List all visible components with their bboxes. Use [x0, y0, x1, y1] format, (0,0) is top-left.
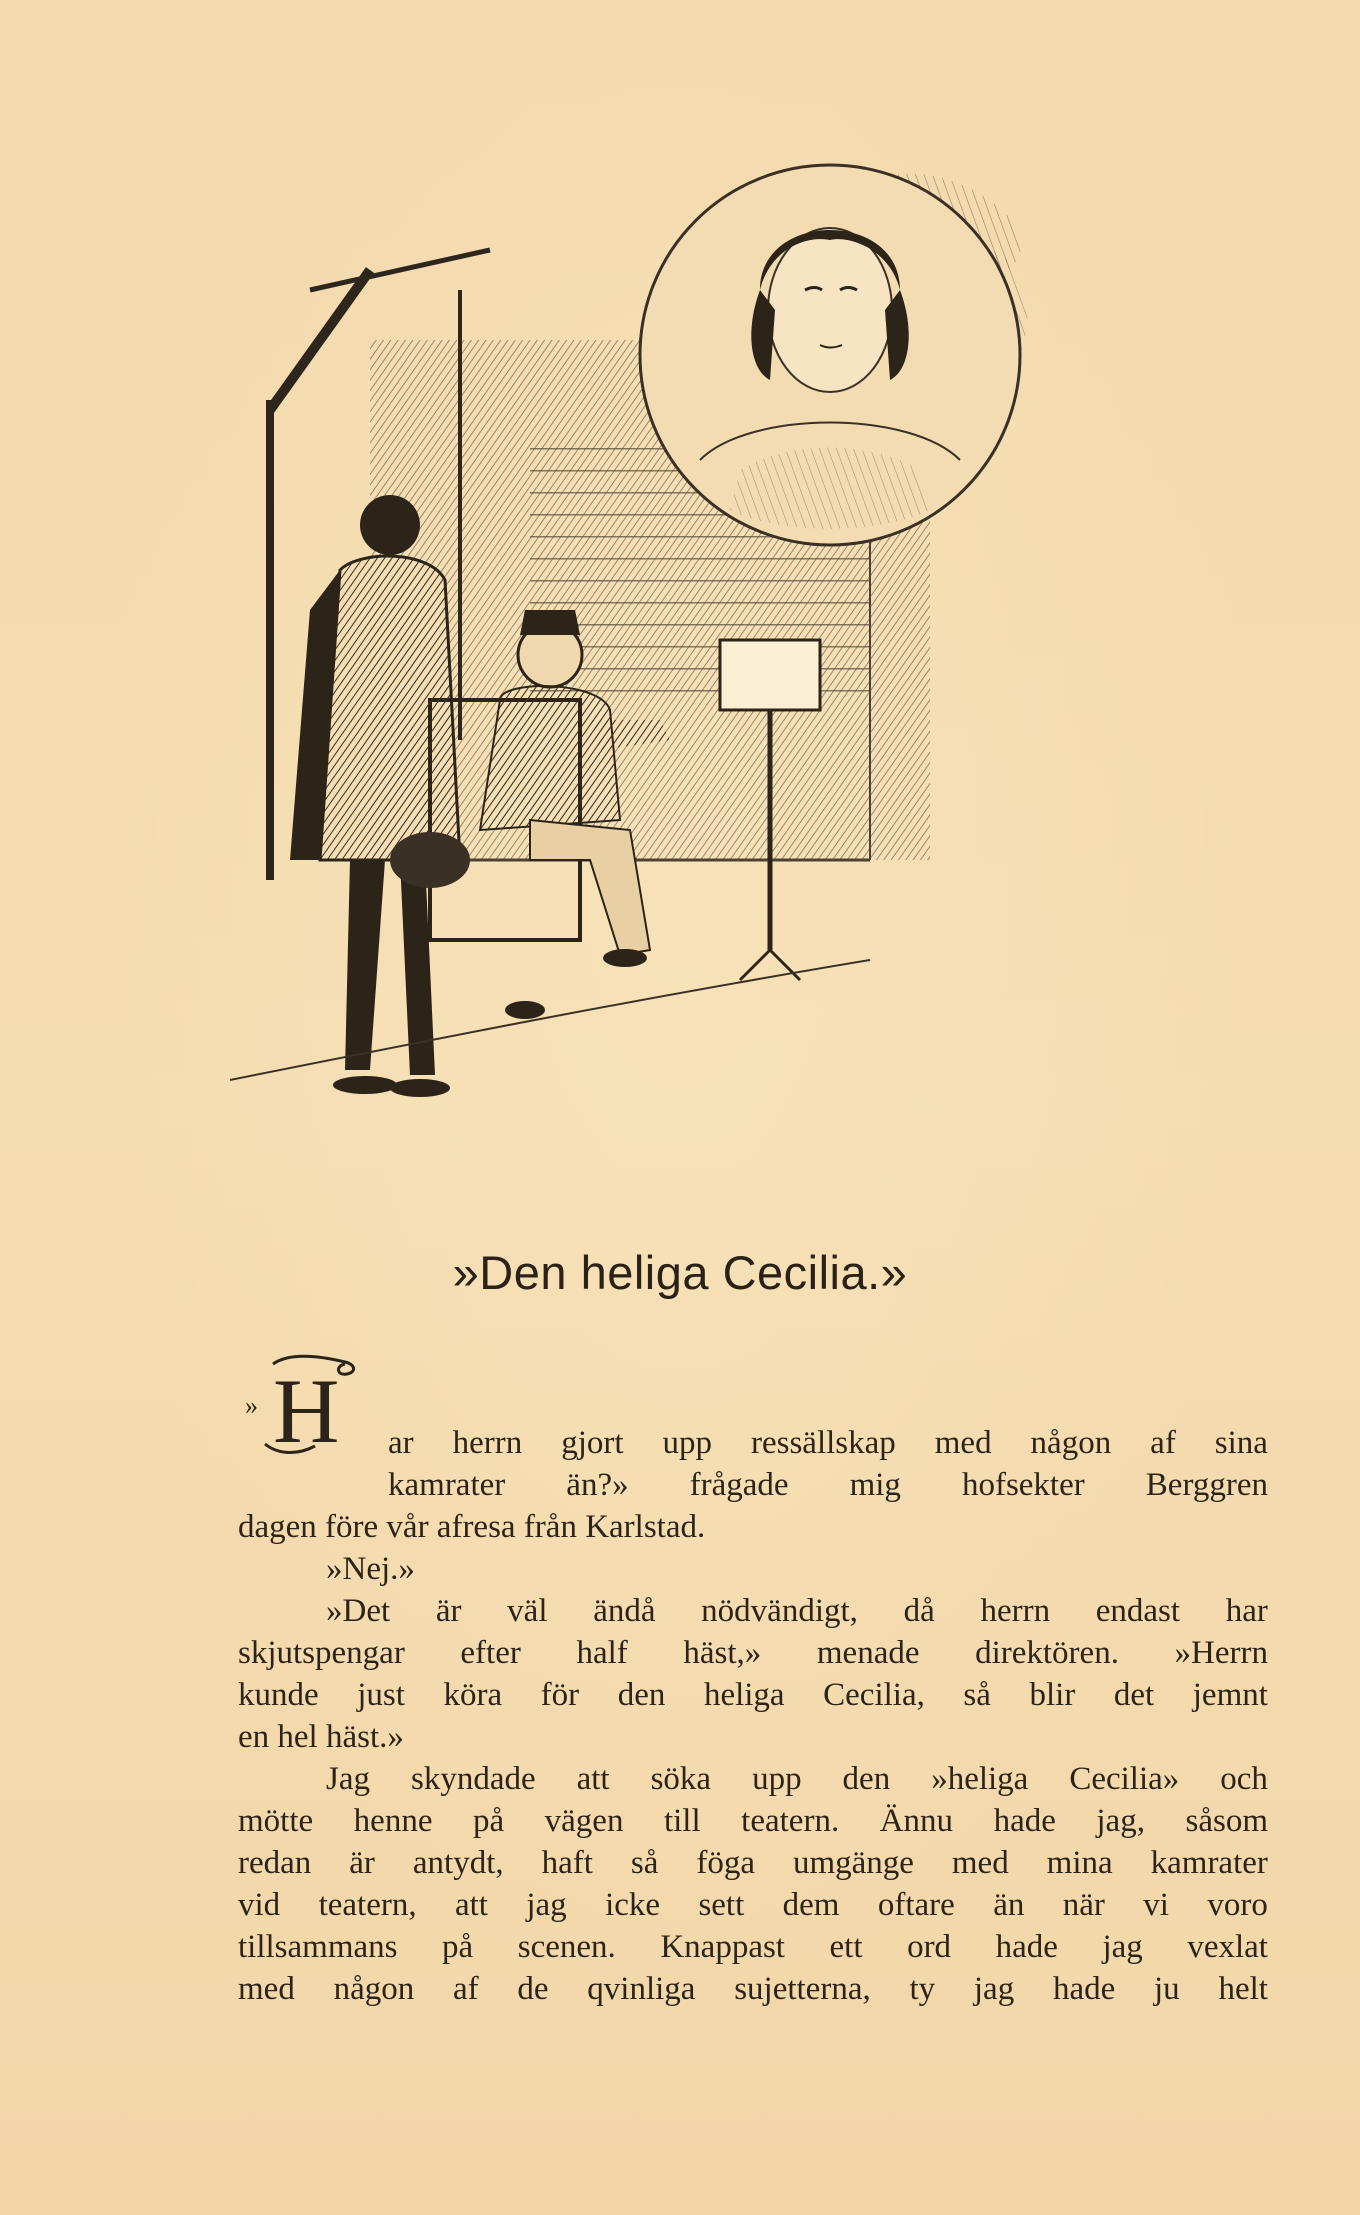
- word: herrn: [980, 1593, 1051, 1629]
- text-span: »Nej.»: [326, 1551, 415, 1587]
- word: qvinliga: [587, 1971, 696, 2007]
- word: då: [903, 1593, 935, 1629]
- word: att: [454, 1887, 488, 1923]
- word: med: [238, 1971, 295, 2007]
- text-line: [238, 1968, 1268, 2010]
- word: än: [993, 1887, 1025, 1923]
- word: vi: [1143, 1887, 1169, 1923]
- text-line: [238, 1548, 1268, 1590]
- standing-figure: [290, 495, 470, 1097]
- text-line: [238, 1674, 1268, 1716]
- word: jag: [973, 1971, 1015, 2007]
- word: upp: [662, 1425, 713, 1461]
- text-line: [238, 1422, 1268, 1464]
- drop-cap-letter: H: [273, 1360, 340, 1462]
- text-span: en hel häst.»: [238, 1719, 404, 1755]
- word: ett: [829, 1929, 863, 1965]
- portrait-medallion: [640, 165, 1020, 545]
- word: sina: [1214, 1425, 1268, 1461]
- word: frågade: [689, 1467, 789, 1503]
- word: ju: [1154, 1971, 1180, 2007]
- word: dem: [782, 1887, 840, 1923]
- word: menade: [816, 1635, 920, 1671]
- word: Ännu: [879, 1803, 954, 1839]
- text-line: [238, 1590, 1268, 1632]
- word: scenen.: [517, 1929, 616, 1965]
- word: skjutspengar: [238, 1635, 405, 1671]
- word: mötte: [238, 1803, 314, 1839]
- word: vägen: [544, 1803, 624, 1839]
- word: vexlat: [1187, 1929, 1268, 1965]
- word: på: [442, 1929, 474, 1965]
- text-span: dagen före vår afresa från Karlstad.: [238, 1509, 706, 1545]
- word: det: [1113, 1677, 1155, 1713]
- word: gjort: [561, 1425, 624, 1461]
- word: direktören.: [975, 1635, 1119, 1671]
- word: så: [630, 1845, 659, 1881]
- word: när: [1062, 1887, 1105, 1923]
- ground-line: [230, 960, 870, 1080]
- word: af: [1150, 1425, 1176, 1461]
- word: »heliga: [931, 1761, 1029, 1797]
- text-line: [238, 1464, 1268, 1506]
- word: sett: [698, 1887, 745, 1923]
- text-line: [238, 1506, 1268, 1548]
- word: hade: [993, 1803, 1056, 1839]
- word: nödvändigt,: [701, 1593, 858, 1629]
- word: oftare: [877, 1887, 955, 1923]
- word: endast: [1095, 1593, 1181, 1629]
- word: är: [435, 1593, 462, 1629]
- word: heliga: [703, 1677, 785, 1713]
- word: umgänge: [792, 1845, 914, 1881]
- word: och: [1220, 1761, 1268, 1797]
- word: »Herrn: [1174, 1635, 1268, 1671]
- word: kunde: [238, 1677, 319, 1713]
- text-line: [238, 1758, 1268, 1800]
- word: mig: [849, 1467, 901, 1503]
- word: den: [617, 1677, 666, 1713]
- word: antydt,: [412, 1845, 504, 1881]
- word: ty: [909, 1971, 936, 2007]
- word: jag,: [1096, 1803, 1145, 1839]
- word: Cecilia,: [823, 1677, 925, 1713]
- word: för: [540, 1677, 580, 1713]
- word: har: [1225, 1593, 1268, 1629]
- word: »Det: [326, 1593, 391, 1629]
- word: med: [934, 1425, 992, 1461]
- word: är: [349, 1845, 375, 1881]
- text-line: [238, 1842, 1268, 1884]
- word: på: [472, 1803, 505, 1839]
- word: ändå: [593, 1593, 656, 1629]
- word: Knappast: [660, 1929, 785, 1965]
- word: ord: [907, 1929, 952, 1965]
- word: väl: [507, 1593, 548, 1629]
- chapter-title: »Den heliga Cecilia.»: [452, 1246, 908, 1299]
- word: helt: [1218, 1971, 1268, 2007]
- word: föga: [696, 1845, 755, 1881]
- word: Cecilia»: [1069, 1761, 1180, 1797]
- word: Berggren: [1145, 1467, 1268, 1503]
- word: hade: [1052, 1971, 1116, 2007]
- word: än?»: [566, 1467, 629, 1503]
- word: så: [963, 1677, 991, 1713]
- drop-cap-open-quote: »: [245, 1391, 258, 1420]
- word: just: [357, 1677, 405, 1713]
- word: ar: [388, 1425, 414, 1461]
- word: jag: [526, 1887, 567, 1923]
- word: Jag: [326, 1761, 370, 1797]
- word: blir: [1029, 1677, 1076, 1713]
- text-line: [238, 1884, 1268, 1926]
- word: hofsekter: [961, 1467, 1085, 1503]
- word: sujetterna,: [734, 1971, 871, 2007]
- word: efter: [460, 1635, 521, 1671]
- word: herrn: [452, 1425, 523, 1461]
- text-line: [238, 1632, 1268, 1674]
- word: henne: [353, 1803, 433, 1839]
- word: voro: [1207, 1887, 1268, 1923]
- word: de: [517, 1971, 549, 2007]
- word: jemnt: [1192, 1677, 1268, 1713]
- body-text: [238, 1422, 1268, 2010]
- word: kamrater: [388, 1467, 506, 1503]
- word: såsom: [1185, 1803, 1268, 1839]
- engraving-illustration: [230, 140, 1230, 1100]
- word: någon: [1030, 1425, 1112, 1461]
- word: redan: [238, 1845, 312, 1881]
- word: teatern.: [741, 1803, 840, 1839]
- text-line: [238, 1716, 1268, 1758]
- word: att: [576, 1761, 610, 1797]
- word: af: [452, 1971, 479, 2007]
- word: hade: [995, 1929, 1058, 1965]
- word: mina: [1046, 1845, 1113, 1881]
- word: köra: [443, 1677, 503, 1713]
- word: teatern,: [318, 1887, 417, 1923]
- word: jag: [1102, 1929, 1143, 1965]
- word: till: [663, 1803, 701, 1839]
- word: upp: [752, 1761, 802, 1797]
- word: vid: [238, 1887, 281, 1923]
- word: skyndade: [410, 1761, 536, 1797]
- word: med: [951, 1845, 1009, 1881]
- word: den: [842, 1761, 891, 1797]
- word: half: [576, 1635, 628, 1671]
- word: häst,»: [683, 1635, 762, 1671]
- text-line: [238, 1926, 1268, 1968]
- word: ressällskap: [750, 1425, 896, 1461]
- word: söka: [650, 1761, 712, 1797]
- word: tillsammans: [238, 1929, 398, 1965]
- word: kamrater: [1150, 1845, 1268, 1881]
- word: haft: [541, 1845, 593, 1881]
- word: någon: [333, 1971, 415, 2007]
- text-line: [238, 1800, 1268, 1842]
- word: icke: [605, 1887, 661, 1923]
